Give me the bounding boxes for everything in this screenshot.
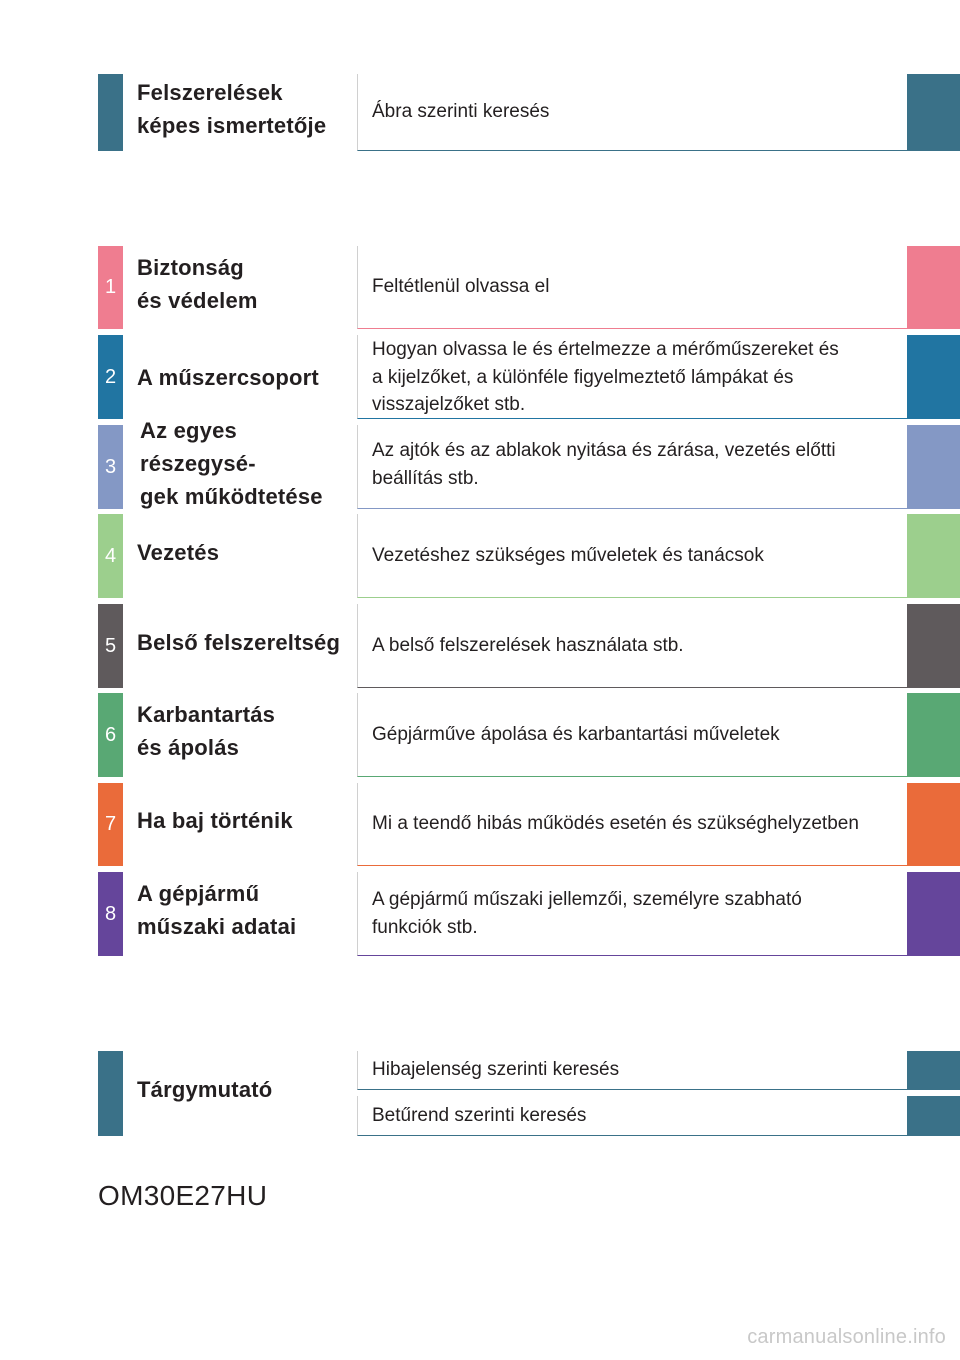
section-tab-4[interactable] <box>907 514 960 598</box>
watermark: carmanualsonline.info <box>747 1326 946 1348</box>
section-number-1: 1 <box>98 246 123 329</box>
section-desc-8[interactable]: A gépjármű műszaki jellemzői, személyre szabható funkciók stb. <box>357 872 907 956</box>
visual-index-title: Felszerelések képes ismertetője <box>137 79 327 138</box>
section-row-2[interactable] <box>0 335 960 419</box>
section-tab-6[interactable] <box>907 693 960 777</box>
index-block <box>0 1051 960 1136</box>
index-item-alphabetical[interactable]: Betűrend szerinti keresés <box>357 1096 907 1136</box>
section-row-3[interactable] <box>0 417 960 509</box>
section-number-4: 4 <box>98 514 123 598</box>
visual-index-row[interactable] <box>0 74 960 151</box>
section-desc-4[interactable]: Vezetéshez szükséges műveletek és tanácsok <box>357 514 907 598</box>
index-item-symptom[interactable]: Hibajelenség szerinti keresés <box>357 1051 907 1090</box>
section-tab-7[interactable] <box>907 783 960 866</box>
section-title-2: A műszercsoport <box>137 364 319 390</box>
section-desc-3[interactable]: Az ajtók és az ablakok nyitása és zárása, vezetés előtti beállítás stb. <box>357 425 907 509</box>
section-number-6: 6 <box>98 693 123 777</box>
section-title-1: Biztonság és védelem <box>137 254 258 313</box>
section-tab-5[interactable] <box>907 604 960 688</box>
section-row-4[interactable] <box>0 514 960 598</box>
section-title-4: Vezetés <box>137 539 220 565</box>
index-title: Tárgymutató <box>137 1077 273 1102</box>
section-desc-5[interactable]: A belső felszerelések használata stb. <box>357 604 907 688</box>
section-desc-6[interactable]: Gépjárműve ápolása és karbantartási műveletek <box>357 693 907 777</box>
section-desc-7[interactable]: Mi a teendő hibás működés esetén és szükséghelyzetben <box>357 783 907 866</box>
section-title-8: A gépjármű műszaki adatai <box>137 881 297 939</box>
index-color-bar <box>98 1051 123 1136</box>
section-title-7: Ha baj történik <box>137 808 293 833</box>
manual-code: OM30E27HU <box>98 1180 268 1211</box>
section-row-1[interactable] <box>0 246 960 329</box>
header-color-bar <box>98 74 123 151</box>
index-tab-alphabetical[interactable] <box>907 1096 960 1136</box>
section-tab-8[interactable] <box>907 872 960 956</box>
section-number-3: 3 <box>98 425 123 509</box>
section-number-2: 2 <box>98 335 123 419</box>
section-title-3: Az egyes részegysé- gek működtetése <box>140 417 323 509</box>
visual-index-desc[interactable]: Ábra szerinti keresés <box>357 74 907 151</box>
section-tab-2[interactable] <box>907 335 960 419</box>
index-tab-symptom[interactable] <box>907 1051 960 1090</box>
section-tab-1[interactable] <box>907 246 960 329</box>
section-number-5: 5 <box>98 604 123 688</box>
section-title-6: Karbantartás és ápolás <box>137 702 276 760</box>
section-desc-1[interactable]: Feltétlenül olvassa el <box>357 246 907 329</box>
section-number-7: 7 <box>98 783 123 866</box>
section-row-6[interactable] <box>0 693 960 777</box>
section-row-8[interactable] <box>0 872 960 956</box>
section-row-5[interactable] <box>0 604 960 688</box>
section-row-7[interactable] <box>0 783 960 866</box>
section-title-5: Belső felszereltség <box>137 629 341 655</box>
section-desc-2[interactable]: Hogyan olvassa le és értelmezze a mérőműszereket és a kijelzőket, a különféle figyelmeztető lámpákat és visszajelzőket stb. <box>357 335 907 419</box>
section-tab-3[interactable] <box>907 425 960 509</box>
section-number-8: 8 <box>98 872 123 956</box>
visual-index-tab[interactable] <box>907 74 960 151</box>
